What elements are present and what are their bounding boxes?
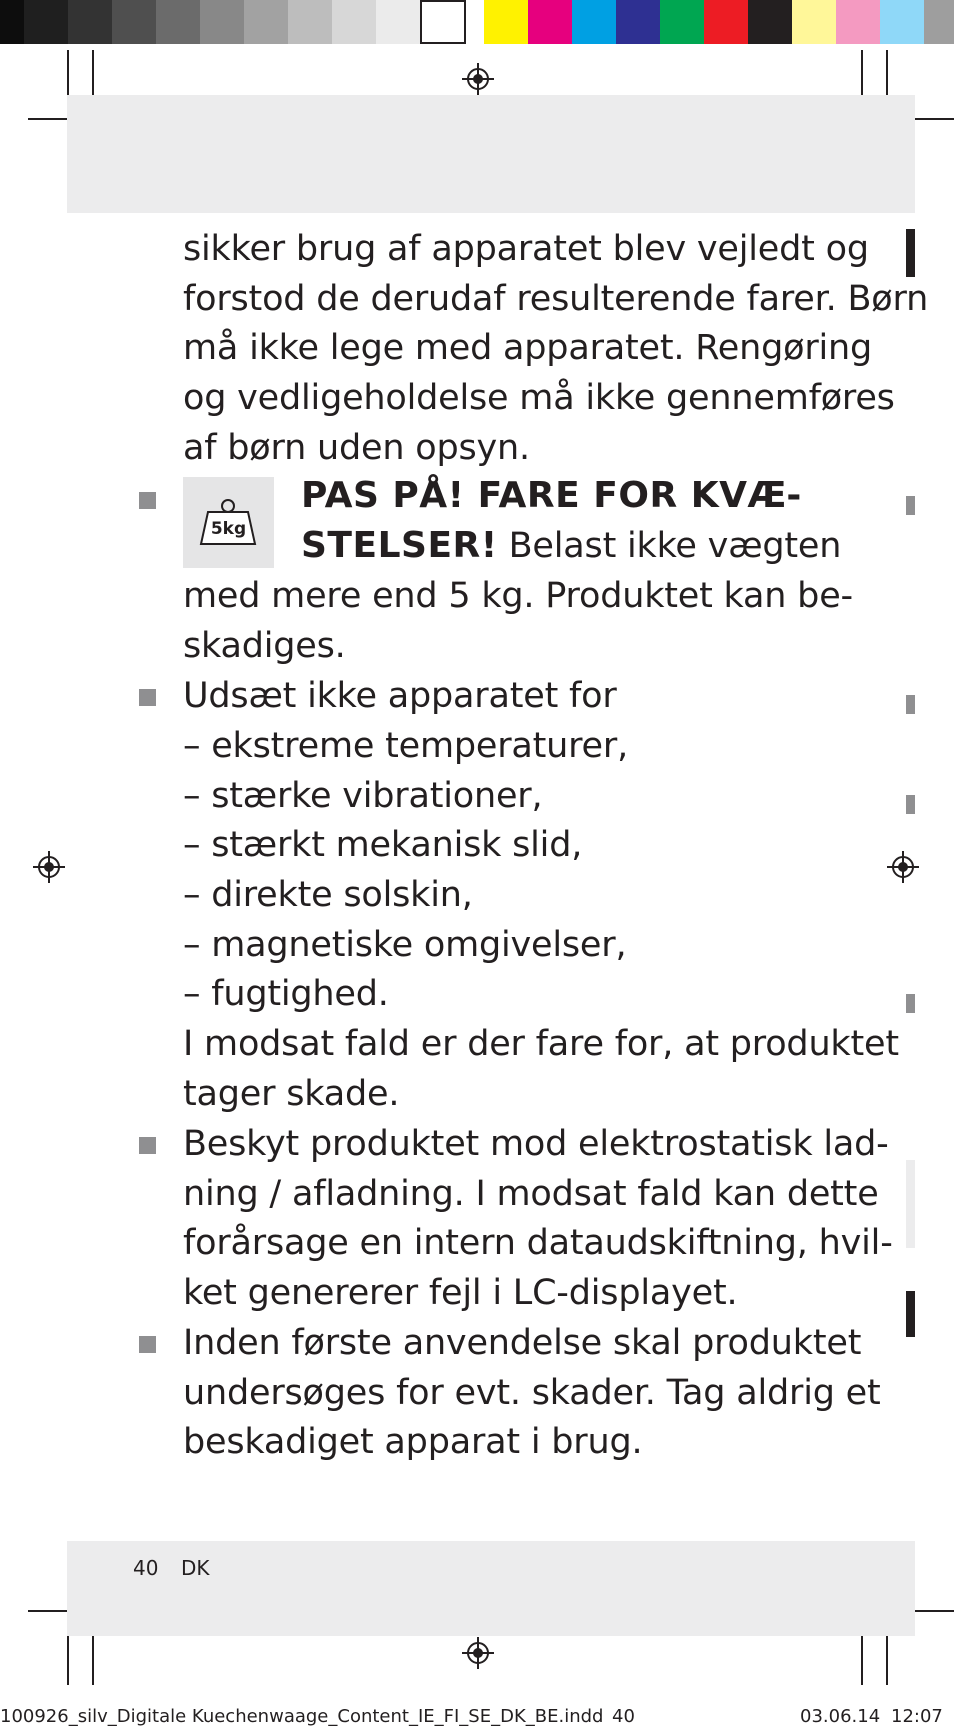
exposure-item: – magnetiske omgivelser, <box>183 925 627 965</box>
crop-mark <box>67 1633 69 1685</box>
exposure-tail: I modsat fald er der fare for, at produktet <box>183 1024 899 1064</box>
crop-mark <box>910 1610 954 1612</box>
swatch-1 <box>24 0 68 44</box>
exposure-item: – direkte solskin, <box>183 875 473 915</box>
weight-warning-box <box>183 477 274 568</box>
crop-mark <box>886 1633 888 1685</box>
swatch-14 <box>616 0 660 44</box>
swatch-8 <box>332 0 376 44</box>
swatch-7 <box>288 0 332 44</box>
warning-text: Belast ikke vægten <box>497 526 842 566</box>
swatch-3 <box>112 0 156 44</box>
inspect-line: Inden første anvendelse skal produktet <box>183 1323 862 1363</box>
warning-text-line: skadiges. <box>183 626 346 666</box>
esd-line: Beskyt produktet mod elektrostatisk lad- <box>183 1124 889 1164</box>
warning-line-2 <box>301 521 941 571</box>
intro-line: og vedligeholdelse må ikke gennemføres <box>183 378 895 418</box>
registration-mark-left <box>33 851 65 883</box>
warning-heading-cont: STELSER! <box>301 525 498 566</box>
swatch-17 <box>748 0 792 44</box>
swatch-13 <box>572 0 616 44</box>
exposure-item: – fugtighed. <box>183 974 389 1014</box>
swatch-0 <box>0 0 24 44</box>
inspect-line: beskadiget apparat i brug. <box>183 1422 643 1462</box>
swatch-15 <box>660 0 704 44</box>
swatch-21 <box>924 0 954 44</box>
intro-line: af børn uden opsyn. <box>183 428 530 468</box>
exposure-item: – ekstreme temperaturer, <box>183 726 629 766</box>
warning-heading: PAS PÅ! FARE FOR KVÆ- <box>301 475 802 516</box>
edge-mark <box>906 229 915 277</box>
exposure-item: – stærkt mekanisk slid, <box>183 825 583 865</box>
slug-filename: 100926_silv_Digitale Kuechenwaage_Content_IE_FI_SE_DK_BE.indd <box>0 1706 604 1727</box>
registration-mark-right <box>887 851 919 883</box>
crop-mark <box>910 118 954 120</box>
registration-mark-bottom <box>462 1637 494 1669</box>
swatch-12 <box>528 0 572 44</box>
intro-line: sikker brug af apparatet blev vejledt og <box>183 229 869 269</box>
edge-mark <box>906 1160 915 1248</box>
bullet-square <box>139 492 156 509</box>
bullet-square <box>139 1336 156 1353</box>
swatch-2 <box>68 0 112 44</box>
esd-line: ning / afladning. I modsat fald kan dette <box>183 1174 879 1214</box>
swatch-11 <box>484 0 528 44</box>
crop-mark <box>28 118 72 120</box>
exposure-lead: Udsæt ikke apparatet for <box>183 676 617 716</box>
page-header-band <box>67 95 915 213</box>
intro-line: forstod de derudaf resulterende farer. Børn <box>183 279 929 319</box>
crop-mark <box>861 1633 863 1685</box>
exposure-tail: tager skade. <box>183 1074 400 1114</box>
slug-page: 40 <box>612 1706 635 1727</box>
swatch-6 <box>244 0 288 44</box>
intro-line: må ikke lege med apparatet. Rengøring <box>183 328 873 368</box>
esd-line: ket genererer fejl i LC-displayet. <box>183 1273 738 1313</box>
swatch-5 <box>200 0 244 44</box>
language-code: DK <box>181 1556 210 1580</box>
page-number: 40 <box>133 1556 159 1580</box>
swatch-16 <box>704 0 748 44</box>
weight-icon-label: 5kg <box>210 519 247 539</box>
edge-mark <box>906 994 915 1013</box>
swatch-20 <box>880 0 924 44</box>
esd-line: forårsage en intern dataudskiftning, hvil- <box>183 1223 893 1263</box>
registration-mark-top <box>462 63 494 95</box>
crop-mark <box>28 1610 72 1612</box>
inspect-line: undersøges for evt. skader. Tag aldrig et <box>183 1373 881 1413</box>
edge-mark <box>906 1291 915 1337</box>
edge-mark <box>906 795 915 814</box>
slug-date: 03.06.14 <box>800 1706 881 1727</box>
swatch-19 <box>836 0 880 44</box>
swatch-9 <box>376 0 420 44</box>
edge-mark <box>906 695 915 714</box>
bullet-square <box>139 689 156 706</box>
bullet-square <box>139 1137 156 1154</box>
crop-mark <box>92 1633 94 1685</box>
warning-text-line: med mere end 5 kg. Produktet kan be- <box>183 576 853 616</box>
swatch-10 <box>420 0 466 44</box>
slug-time: 12:07 <box>891 1706 943 1727</box>
swatch-4 <box>156 0 200 44</box>
swatch-18 <box>792 0 836 44</box>
exposure-item: – stærke vibrationer, <box>183 776 543 816</box>
